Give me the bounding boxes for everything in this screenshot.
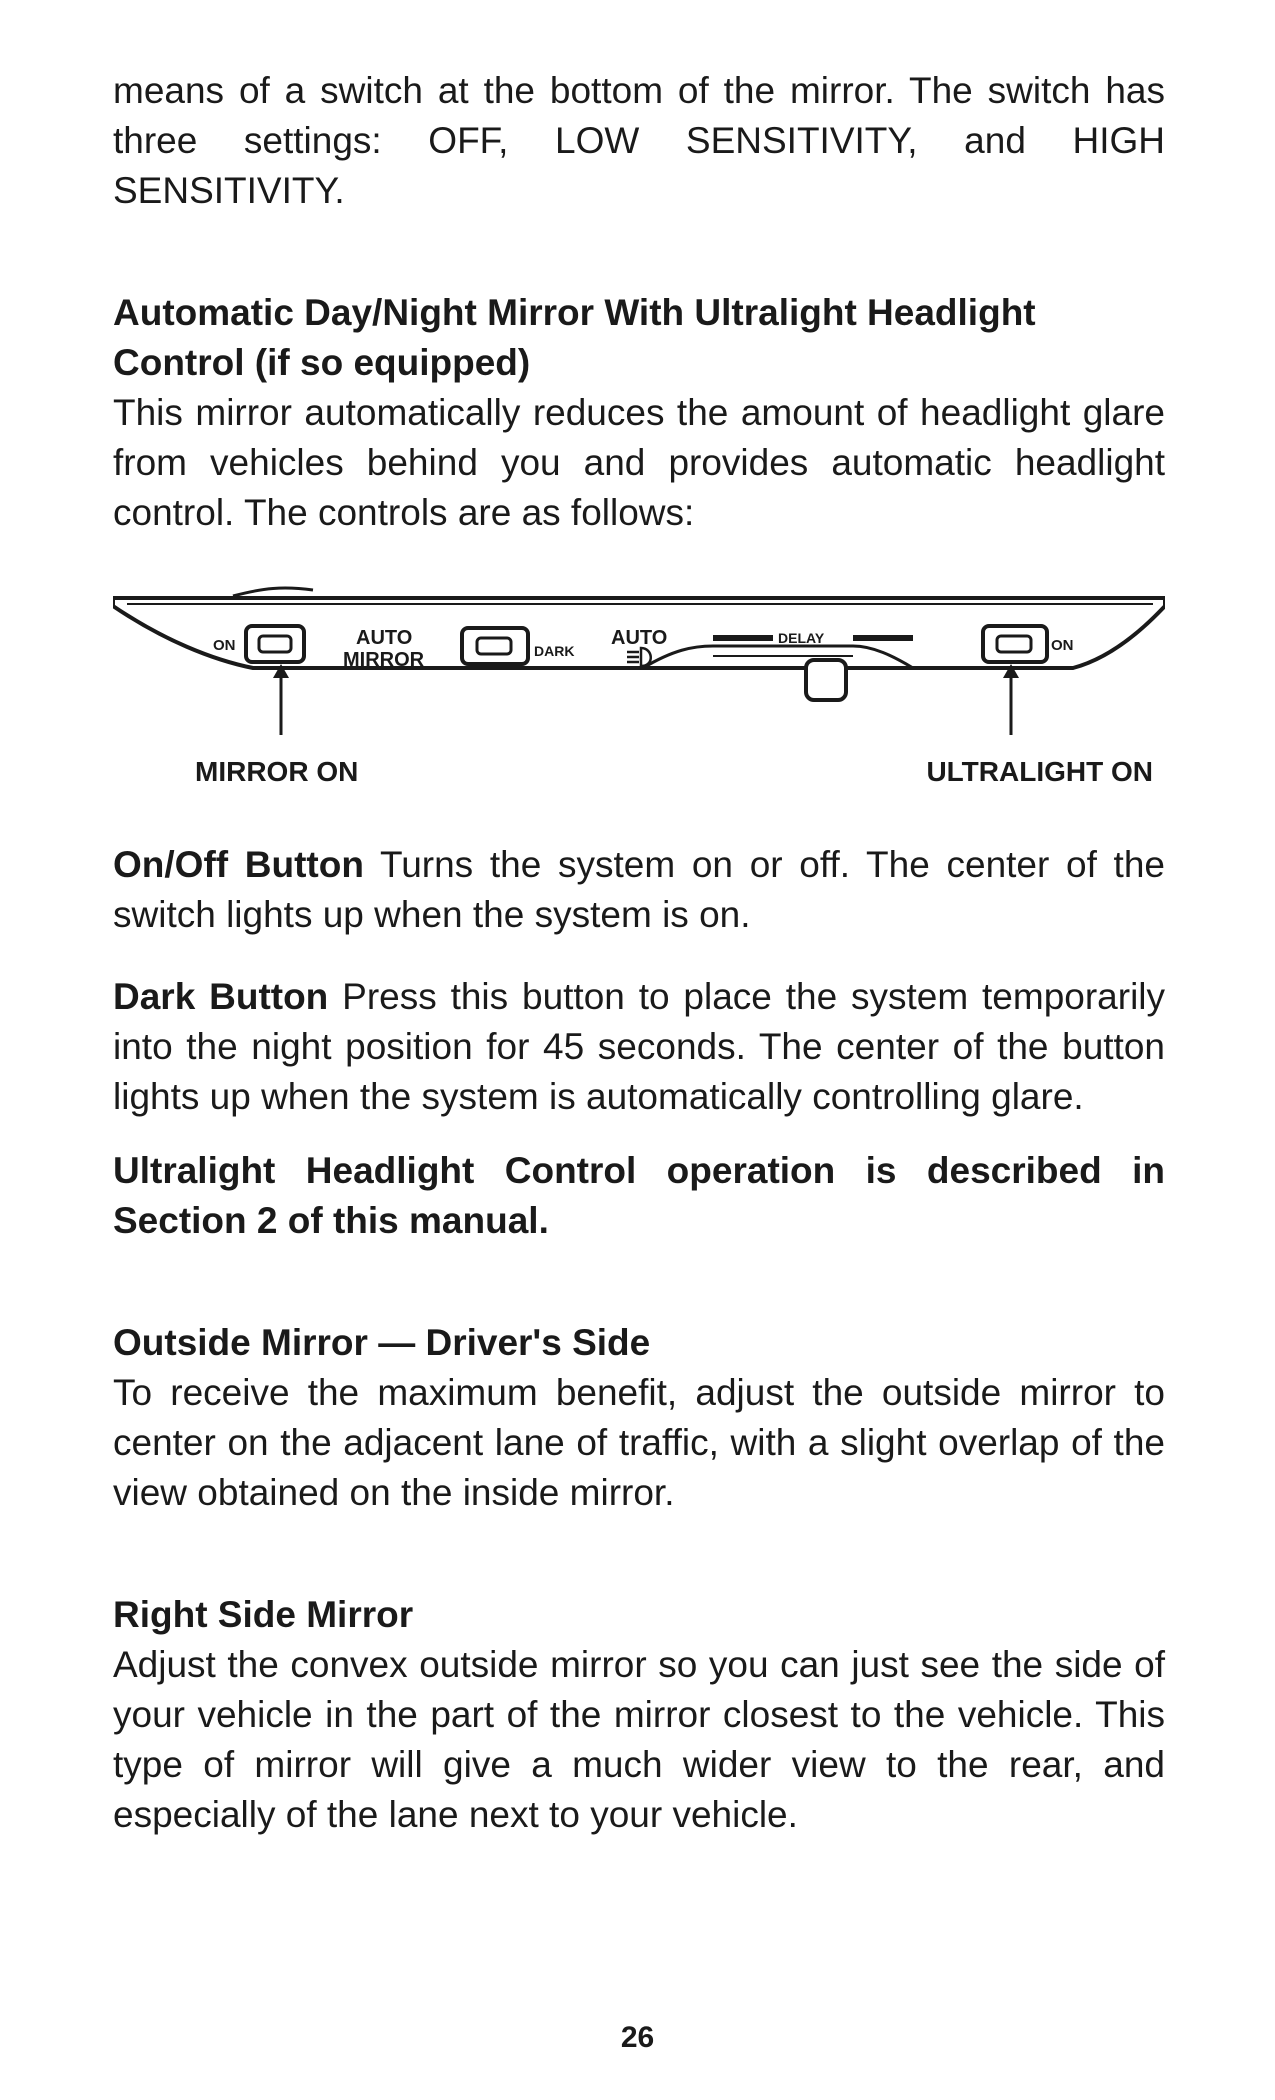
on-right-label: ON [1051,637,1074,654]
auto-mirror-label-2: MIRROR [343,649,425,671]
auto-mirror-label-1: AUTO [356,627,413,649]
onoff-paragraph [113,840,1165,940]
ultralight-on-arrow [1003,664,1019,735]
dark-button-text: Press this button to place the system temporarily into the night position for 45 seconds. The center of the button lights up when the system is automatically controlling glare. [113,976,1166,1117]
auto-mirror-paragraph: This mirror automatically reduces the amount of headlight glare from vehicles behind you and provides automatic headlight control. The controls are as follows: [113,392,1165,533]
right-mirror-heading: Right Side Mirror [113,1594,414,1635]
mirror-control-diagram [113,580,1165,810]
auto-mirror-heading: Automatic Day/Night Mirror With Ultralight Headlight Control (if so equipped) [113,292,1036,383]
onoff-title: On/Off Button [113,844,364,885]
page-number: 26 [620,2021,655,2054]
outside-mirror-heading: Outside Mirror — Driver's Side [113,1322,651,1363]
intro-paragraph: means of a switch at the bottom of the mirror. The switch has three settings: OFF, LOW SENSITIVITY, and HIGH SENSITIVITY. [113,70,1165,211]
page-content [113,66,1165,1840]
mirror-on-button[interactable] [246,626,304,662]
delay-label: DELAY [778,630,825,646]
delay-slider[interactable] [643,630,913,700]
on-left-label: ON [213,637,236,654]
onoff-text: Turns the system on or off. The center of the switch lights up when the system is on. [113,844,1165,935]
ultralight-note: Ultralight Headlight Control operation is described in Section 2 of this manual. [113,1150,1165,1241]
dark-button-title: Dark Button [113,976,329,1017]
ultralight-on-label: ULTRALIGHT ON [926,756,1153,787]
dark-button-graphic[interactable] [462,628,528,664]
outside-mirror-paragraph: To receive the maximum benefit, adjust the outside mirror to center on the adjacent lane of traffic, with a slight overlap of the view obtained on the inside mirror. [113,1372,1165,1513]
mirror-illustration [113,580,1165,750]
ultralight-on-button[interactable] [983,626,1047,662]
right-mirror-paragraph: Adjust the convex outside mirror so you can just see the side of your vehicle in the part of the mirror closest to the vehicle. This type of mirror will give a much wider view to the rear, and especially of the lane next to your vehicle. [113,1644,1165,1835]
headlight-icon [627,648,651,666]
auto-headlight-label: AUTO [611,627,668,649]
mirror-on-arrow [273,664,289,735]
dark-label: DARK [534,643,575,659]
dark-button-paragraph [113,972,1165,1122]
mirror-on-label: MIRROR ON [195,756,359,787]
